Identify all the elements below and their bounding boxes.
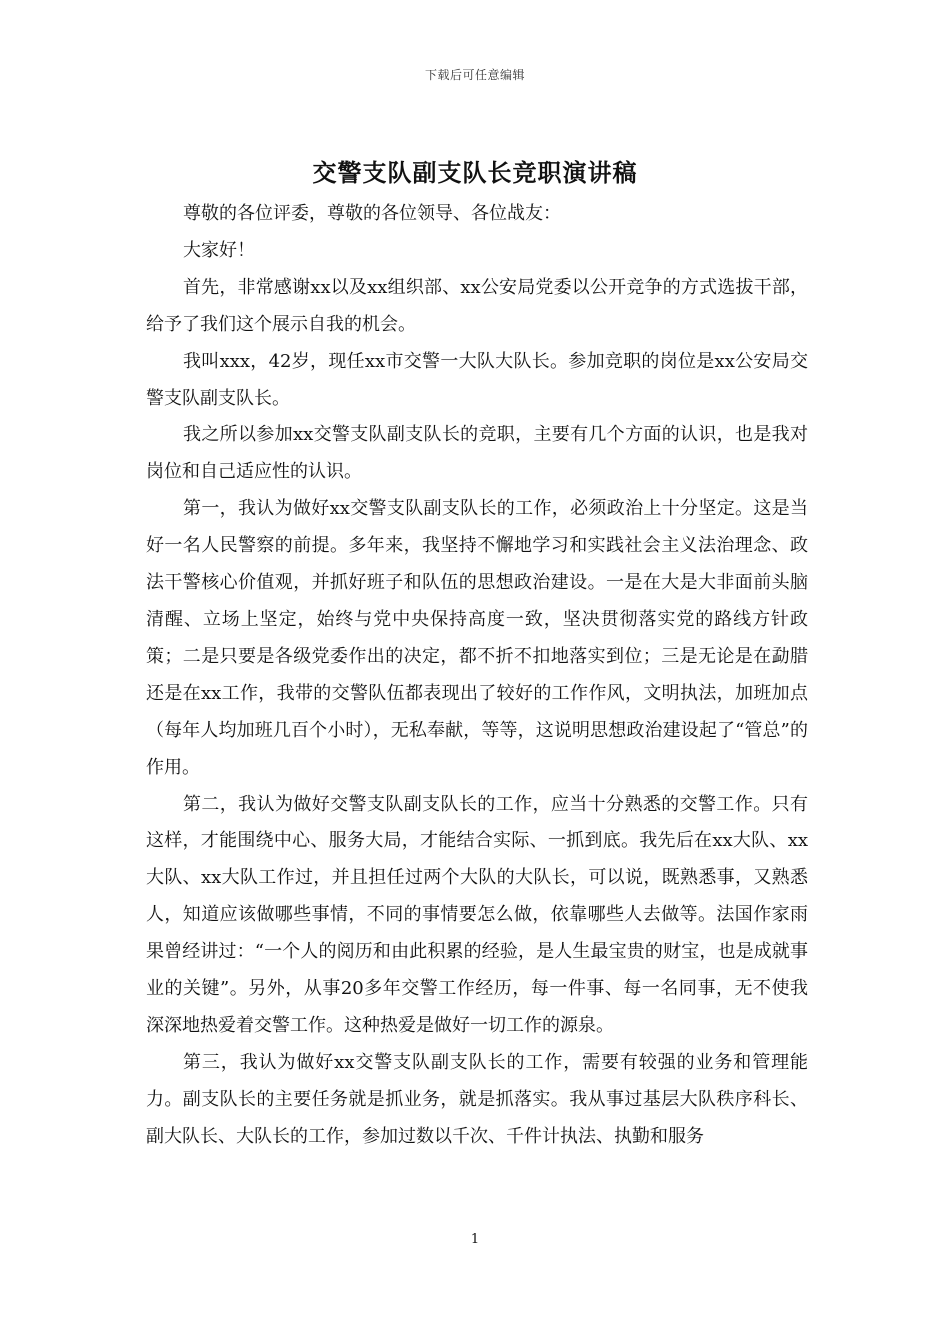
document-title: 交警支队副支队长竞职演讲稿 — [312, 158, 638, 187]
greeting-paragraph: 大家好！ — [183, 239, 255, 261]
body-paragraph: 我叫xxx，42岁，现任xx市交警一大队大队长。参加竞职的岗位是xx公安局交警支队副支队长。 — [146, 350, 808, 409]
page-number: 1 — [470, 1232, 480, 1247]
document-body — [146, 196, 808, 1156]
body-paragraph: 第一，我认为做好xx交警支队副支队长的工作，必须政治上十分坚定。这是当好一名人民警察的前提。多年来，我坚持不懈地学习和实践社会主义法治理念、政法干警核心价值观，并抓好班子和队伍的思想政治建设。一是在大是大非面前头脑清醒、立场上坚定，始终与党中央保持高度一致，坚决贯彻落实党的路线方针政策；二是只要是各级党委作出的决定，都不折不扣地落实到位；三是无论是在勐腊还是在xx工作，我带的交警队伍都表现出了较好的工作作风，文明执法，加班加点（每年人均加班几百个小时），无私奉献，等等，这说明思想政治建设起了“管总”的作用。 — [146, 498, 808, 778]
salutation-paragraph: 尊敬的各位评委，尊敬的各位领导、各位战友： — [183, 203, 561, 224]
body-paragraph: 首先，非常感谢xx以及xx组织部、xx公安局党委以公开竞争的方式选拔干部，给予了我们这个展示自我的机会。 — [146, 276, 808, 335]
body-paragraph: 我之所以参加xx交警支队副支队长的竞职，主要有几个方面的认识，也是我对岗位和自己适应性的认识。 — [146, 424, 808, 483]
body-paragraph: 第二，我认为做好交警支队副支队长的工作，应当十分熟悉的交警工作。只有这样，才能围绕中心、服务大局，才能结合实际、一抓到底。我先后在xx大队、xx大队、xx大队工作过，并且担任过两个大队的大队长，可以说，既熟悉事，又熟悉人，知道应该做哪些事情，不同的事情要怎么做，依靠哪些人去做等。法国作家雨果曾经讲过：“一个人的阅历和由此积累的经验，是人生最宝贵的财宝，也是成就事业的关键”。另外，从事20多年交警工作经历，每一件事、每一名同事，无不使我深深地热爱着交警工作。这种热爱是做好一切工作的源泉。 — [146, 793, 808, 1036]
body-paragraph: 第三，我认为做好xx交警支队副支队长的工作，需要有较强的业务和管理能力。副支队长的主要任务就是抓业务，就是抓落实。我从事过基层大队秩序科长、副大队长、大队长的工作，参加过数以千次、千件计执法、执勤和服务 — [146, 1051, 808, 1147]
header-note: 下载后可任意编辑 — [424, 68, 525, 82]
